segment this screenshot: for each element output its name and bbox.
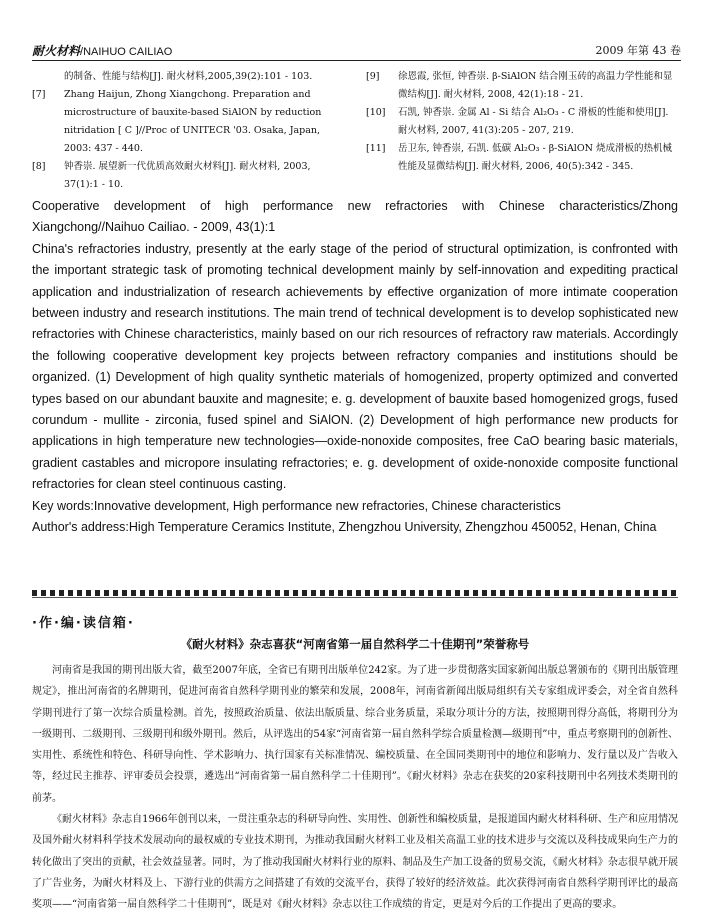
reference-item	[366, 104, 678, 140]
address-label: Author's address:	[32, 520, 129, 535]
reference-number: [10]	[366, 107, 386, 118]
reference-text: 石凯, 钟香崇. 金属 Al - Si 结合 Al₂O₃ - C 滑板的性能和使用[J]. 耐火材料, 2007, 41(3):205 - 207, 219.	[398, 107, 669, 136]
reference-text: 钟香崇. 展望新一代优质高效耐火材料[J]. 耐火材料, 2003, 37(1):1 - 10.	[64, 161, 311, 190]
running-header	[32, 40, 681, 61]
reference-item	[366, 140, 678, 176]
references-left-column	[32, 68, 344, 194]
notice-paragraph: 《耐火材料》杂志自1966年创刊以来，一贯注重杂志的科研导向性、实用性、创新性和编校质量，是报道国内耐火材料科研、生产和应用情况及国外耐火材料科学技术发展动向的最权威的专业技术期刊，为推动我国耐火材料工业及相关高温工业的技术进步与交流以及科技成果向生产力的转化做出了突出的贡献，社会效益显著。同时，为了推动我国耐火材料行业的原料、制品及生产加工设备的贸易交流，《耐火材料》杂志很早就开展了广告业务，为耐火材料及上、下游行业的供需方之间搭建了有效的交流平台，获得了较好的经济效益。此次获得河南省自然科学期刊评比的最高奖项——“河南省第一届自然科学二十佳期刊”，既是对《耐火材料》杂志以往工作成绩的肯定，更是对今后的工作提出了更高的要求。	[32, 814, 678, 911]
reference-text: Zhang Haijun, Zhong Xiangchong. Preparation and microstructure of bauxite-based SiAlON by reduction nitridation [ C ]//Proc of UNITECR '03. Osaka, Japan, 2003: 437 - 440.	[64, 89, 322, 154]
reference-text: 的制备、性能与结构[J]. 耐火材料,2005,39(2):101 - 103.	[64, 71, 313, 82]
abstract-title: Cooperative development of high performance new refractories with Chinese characteristics/Zhong Xiangchong//Naihuo Cailiao. - 2009, 43(1):1	[32, 199, 678, 235]
reference-number: [7]	[32, 89, 46, 100]
decorative-separator	[32, 590, 678, 596]
reference-number: [11]	[366, 143, 386, 154]
english-abstract	[32, 196, 678, 539]
reference-item	[32, 158, 344, 194]
reference-item	[32, 86, 344, 158]
journal-name	[32, 42, 172, 59]
section-label: ·作·编·读信箱·	[32, 616, 135, 631]
reference-item	[366, 68, 678, 104]
keywords-label: Key words:	[32, 498, 94, 513]
reference-text: 徐恩霞, 张恒, 钟香崇. β-SiAlON 结合刚玉砖的高温力学性能和显微结构[J]. 耐火材料, 2008, 42(1):18 - 21.	[398, 71, 673, 100]
abstract-keywords	[32, 496, 678, 517]
references-right-column	[366, 68, 678, 176]
reference-number: [8]	[32, 161, 46, 172]
address-text: High Temperature Ceramics Institute, Zhengzhou University, Zhengzhou 450052, Henan, China	[128, 520, 657, 535]
issue-info: 2009 年第 43 卷	[595, 44, 681, 57]
keywords-text: Innovative development, High performance new refractories, Chinese characteristics	[93, 498, 561, 513]
journal-name-cn: 耐火材料	[32, 44, 81, 58]
notice-title: 《耐火材料》杂志喜获“河南省第一届自然科学二十佳期刊”荣誉称号	[180, 637, 530, 651]
notice-body	[32, 660, 678, 916]
abstract-address	[32, 517, 678, 538]
abstract-body: China's refractories industry, presently at the early stage of the period of structural optimization, is confronted with the important strategic task of promoting technical development mainly by self-innovation and expediting practical application and industrialization of research achievements by effective organization of more intimate cooperation between industry and research institutions. The main trend of technical development is to develop sophisticated new refractories with Chinese characteristics, mainly based on our rich resources of refractory raw materials. Accordingly the following cooperative development key projects between refractory companies and institutions should be organized. (1) Development of high quality synthetic materials of homogenized, property optimized and converted types based on our abundant bauxite and magnesite; e. g. development of bauxite based homogenized grogs, fused corundum - mullite - zirconia, fused spinel and SiAlON. (2) Development of high performance new products for applications in high temperature new technologies—oxide-nonoxide composites, free CaO bearing basic materials, gradient castables and micropore insulating refractories; e. g. development of oxide-nonoxide composite functional refractories for clean steel continuous casting.	[32, 241, 678, 492]
reference-item	[32, 68, 344, 86]
reference-text: 岳卫东, 钟香崇, 石凯. 低碳 Al₂O₃ - β-SiAlON 烧成滑板的热机械性能及显微结构[J]. 耐火材料, 2006, 40(5):342 - 345.	[398, 143, 672, 172]
notice-paragraph: 河南省是我国的期刊出版大省，截至2007年底，全省已有期刊出版单位242家。为了进一步贯彻落实国家新闻出版总署颁布的《期刊出版管理规定》，推出河南省的名牌期刊，促进河南省自然科学期刊业的繁荣和发展，2008年，河南省新闻出版局组织有关专家组成评委会，对全省自然科学期刊进行了第一次综合质量检测。首先，按照政治质量、依法出版质量、综合业务质量，采取分项计分的方法，按照期刊得分高低，将期刊分为一级期刊、二级期刊、三级期刊和级外期刊。然后，从评选出的54家“河南省第一届自然科学综合质量检测—级期刊”中，重点考察期刊的创新性、实用性、系统性和特色、科研导向性、学术影响力、执行国家有关标准情况、编校质量、在全国同类期刊中的地位和影响力、发行量以及广告收入等，经过民主推荐、评审委员会投票，遴选出“河南省第一届自然科学二十佳期刊”。《耐火材料》杂志在获奖的20家科技期刊中名列技术类期刊的前茅。	[32, 665, 678, 804]
journal-name-en: /NAIHUO CAILIAO	[80, 46, 173, 58]
reference-number: [9]	[366, 71, 380, 82]
separator-rule	[32, 597, 678, 598]
